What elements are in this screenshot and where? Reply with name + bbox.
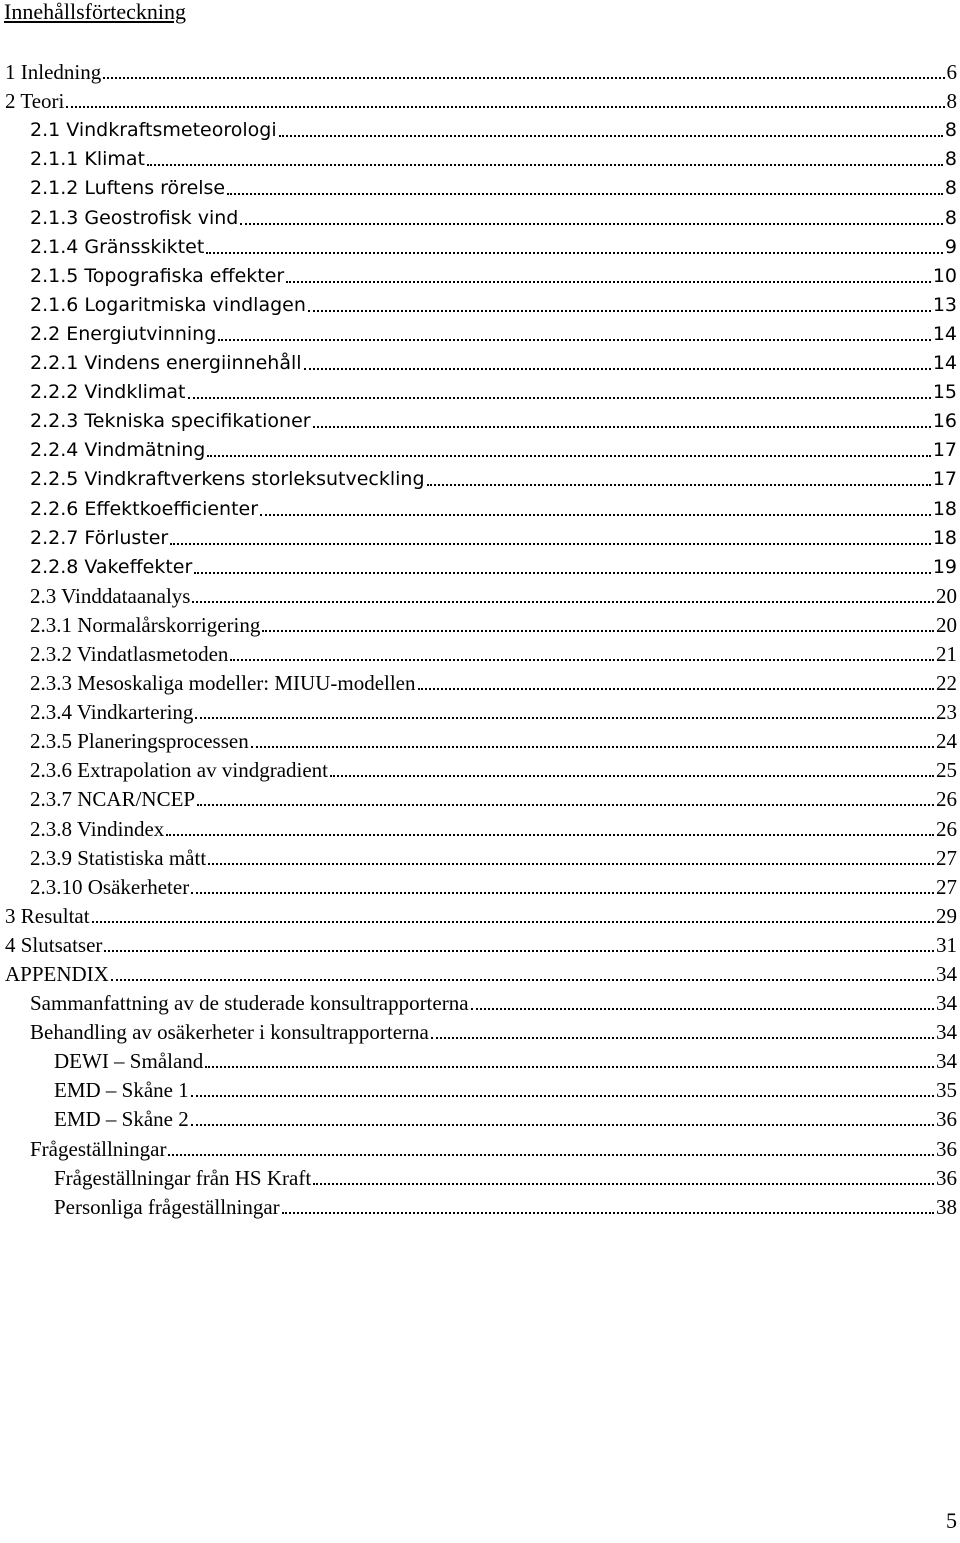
- toc-entry[interactable]: [0, 871, 960, 900]
- dot-leader: [427, 484, 931, 486]
- toc-entry[interactable]: [0, 609, 960, 638]
- dot-leader: [166, 834, 934, 836]
- toc-entry-page: 6: [946, 60, 957, 85]
- toc-entry-page: 8: [944, 206, 957, 229]
- toc-entry-page: 36: [936, 1165, 957, 1190]
- dot-leader: [192, 601, 934, 603]
- dot-leader: [194, 572, 931, 574]
- toc-entry[interactable]: [0, 1016, 960, 1045]
- toc-entry[interactable]: [0, 172, 960, 201]
- dot-leader: [260, 514, 931, 516]
- toc-entry-page: 34: [936, 1020, 957, 1045]
- dot-leader: [282, 1212, 934, 1214]
- page-number: 5: [946, 1508, 957, 1533]
- toc-entry-title: 2.1.4 Gränsskiktet: [30, 235, 205, 258]
- toc-entry-page: 35: [936, 1078, 957, 1103]
- toc-entry-title: 2.3.9 Statistiska mått: [30, 845, 207, 870]
- dot-leader: [308, 310, 931, 312]
- toc-entry-title: 2.2.6 Effektkoefficienter: [30, 497, 259, 520]
- toc-entry[interactable]: [0, 958, 960, 987]
- toc-entry-title: APPENDIX: [5, 962, 109, 986]
- toc-entry-title: 2.2.4 Vindmätning: [30, 439, 206, 462]
- toc-entry-title: EMD – Skåne 2: [54, 1107, 189, 1132]
- toc-entry[interactable]: [0, 143, 960, 172]
- toc-entry-title: 2.2.8 Vakeffekter: [30, 555, 193, 578]
- toc-entry-title: 2.1 Vindkraftsmeteorologi: [30, 119, 277, 142]
- toc-entry-page: 20: [936, 612, 957, 637]
- dot-leader: [188, 397, 931, 399]
- toc-entry-title: 2.2.7 Förluster: [30, 526, 169, 549]
- toc-entry[interactable]: [0, 492, 960, 521]
- toc-entry-page: 8: [944, 119, 957, 142]
- toc-entry-title: 4 Slutsatser: [5, 932, 103, 957]
- toc-entry-title: 2.2 Energiutvinning: [30, 322, 217, 345]
- toc-entry-page: 26: [936, 787, 957, 812]
- toc-entry[interactable]: [0, 987, 960, 1016]
- toc-entry[interactable]: [0, 667, 960, 696]
- toc-entry[interactable]: [0, 289, 960, 318]
- dot-leader: [191, 892, 934, 894]
- dot-leader: [205, 1066, 934, 1068]
- toc-entry-title: 2.2.3 Tekniska specifikationer: [30, 410, 311, 433]
- toc-entry-page: 34: [936, 991, 957, 1016]
- dot-leader: [92, 921, 934, 923]
- dot-leader: [230, 659, 934, 661]
- toc-entry-page: 13: [932, 293, 957, 316]
- toc-entry-title: Frågeställningar från HS Kraft: [54, 1165, 312, 1190]
- dot-leader: [66, 106, 944, 108]
- toc-entry-title: 2.3.6 Extrapolation av vindgradient: [30, 758, 329, 783]
- toc-entry-title: 1 Inledning: [5, 60, 102, 85]
- toc-entry-title: Behandling av osäkerheter i konsultrapporterna: [30, 1020, 429, 1045]
- toc-entry-page: 21: [936, 641, 957, 666]
- toc-entry-title: 2.3.1 Normalårskorrigering: [30, 612, 261, 637]
- dot-leader: [191, 1095, 934, 1097]
- toc-entry-page: 14: [932, 322, 957, 345]
- dot-leader: [103, 77, 944, 79]
- dot-leader: [330, 775, 934, 777]
- toc-entry-title: 2.1.1 Klimat: [30, 148, 146, 171]
- toc-entry[interactable]: [0, 812, 960, 841]
- toc-entry[interactable]: [0, 522, 960, 551]
- toc-entry-title: 2.1.6 Logaritmiska vindlagen: [30, 293, 306, 316]
- toc-entry[interactable]: [0, 783, 960, 812]
- dot-leader: [104, 950, 934, 952]
- toc-heading: Innehållsförteckning: [4, 0, 187, 24]
- toc-entry-title: 2.1.2 Luftens rörelse: [30, 177, 226, 200]
- toc-entry[interactable]: [0, 1103, 960, 1132]
- dot-leader: [227, 193, 943, 195]
- dot-leader: [431, 1037, 934, 1039]
- toc-entry-page: 18: [932, 497, 957, 520]
- toc-entry[interactable]: [0, 405, 960, 434]
- dot-leader: [206, 252, 943, 254]
- dot-leader: [191, 1124, 934, 1126]
- dot-leader: [262, 630, 934, 632]
- dot-leader: [251, 746, 934, 748]
- toc-entry[interactable]: [0, 1045, 960, 1074]
- toc-entry-title: 2.3.8 Vindindex: [30, 816, 165, 841]
- dot-leader: [304, 368, 931, 370]
- toc-entry-title: Personliga frågeställningar: [54, 1194, 280, 1219]
- dot-leader: [279, 135, 943, 137]
- dot-leader: [197, 804, 934, 806]
- toc-entry[interactable]: [0, 929, 960, 958]
- toc-entry[interactable]: [0, 318, 960, 347]
- toc-entry-title: 3 Resultat: [5, 903, 90, 928]
- dot-leader: [218, 339, 931, 341]
- toc-entry[interactable]: [0, 580, 960, 609]
- toc-entry-title: 2.3.7 NCAR/NCEP: [30, 787, 196, 812]
- toc-entry[interactable]: [0, 231, 960, 260]
- toc-entry-page: 10: [932, 264, 957, 287]
- toc-entry-page: 22: [936, 671, 957, 696]
- toc-entry-page: 34: [936, 962, 957, 986]
- toc-entry[interactable]: [0, 900, 960, 929]
- toc-entry-page: 38: [936, 1194, 957, 1219]
- toc-entry[interactable]: [0, 434, 960, 463]
- toc-entry[interactable]: [0, 1162, 960, 1191]
- toc-entry-title: 2.3.5 Planeringsprocessen: [30, 729, 249, 754]
- dot-leader: [208, 863, 934, 865]
- toc-entry-page: 8: [944, 148, 957, 171]
- toc-entry-title: 2.2.1 Vindens energiinnehåll: [30, 352, 302, 375]
- toc-entry-page: 24: [936, 729, 957, 754]
- toc-entry[interactable]: [0, 754, 960, 783]
- toc-entry-page: 17: [932, 468, 957, 491]
- toc-entry-page: 31: [936, 932, 957, 957]
- toc-entry[interactable]: [0, 347, 960, 376]
- toc-entry[interactable]: [0, 725, 960, 754]
- toc-entry-page: 8: [944, 177, 957, 200]
- dot-leader: [111, 979, 934, 981]
- toc-entry[interactable]: [0, 56, 960, 85]
- dot-leader: [286, 281, 931, 283]
- toc-entry[interactable]: [0, 842, 960, 871]
- toc-entry-title: EMD – Skåne 1: [54, 1078, 189, 1103]
- toc-entry[interactable]: [0, 1132, 960, 1161]
- toc-entry-page: 36: [936, 1107, 957, 1132]
- toc-entry[interactable]: [0, 376, 960, 405]
- dot-leader: [195, 717, 934, 719]
- toc-entry-title: 2.2.2 Vindklimat: [30, 381, 186, 404]
- dot-leader: [471, 1008, 934, 1010]
- dot-leader: [170, 543, 931, 545]
- toc-entry-title: Sammanfattning av de studerade konsultrapporterna: [30, 991, 469, 1016]
- dot-leader: [418, 688, 934, 690]
- toc-entry-page: 34: [936, 1049, 957, 1074]
- toc-entry-page: 25: [936, 758, 957, 783]
- toc-entry-page: 26: [936, 816, 957, 841]
- toc-entry[interactable]: [0, 85, 960, 114]
- dot-leader: [147, 164, 943, 166]
- toc-entry-title: 2.3.10 Osäkerheter: [30, 874, 190, 899]
- toc-entry[interactable]: [0, 463, 960, 492]
- toc-entry-page: 36: [936, 1136, 957, 1161]
- dot-leader: [313, 426, 931, 428]
- toc-entry-page: 29: [936, 903, 957, 928]
- toc-entry-title: 2.3.2 Vindatlasmetoden: [30, 641, 229, 666]
- toc-entry-page: 14: [932, 352, 957, 375]
- toc-entry-title: 2.1.3 Geostrofisk vind: [30, 206, 239, 229]
- toc-entry-page: 9: [944, 235, 957, 258]
- toc-entry[interactable]: [0, 696, 960, 725]
- toc-entry-title: 2.3.3 Mesoskaliga modeller: MIUU-modellen: [30, 671, 416, 696]
- toc-entry[interactable]: [0, 260, 960, 289]
- toc-entry[interactable]: [0, 201, 960, 230]
- toc-entry-title: 2.3.4 Vindkartering: [30, 700, 194, 725]
- toc-entry[interactable]: [0, 638, 960, 667]
- toc-entry-page: 23: [936, 700, 957, 725]
- dot-leader: [207, 455, 930, 457]
- toc-entry-page: 15: [932, 381, 957, 404]
- toc-entry-title: 2.3 Vinddataanalys: [30, 583, 191, 608]
- toc-entry-page: 19: [932, 555, 957, 578]
- toc-entry[interactable]: [0, 551, 960, 580]
- toc-list: [0, 56, 960, 1220]
- toc-entry-page: 20: [936, 583, 957, 608]
- toc-entry-page: 8: [946, 89, 957, 114]
- toc-entry[interactable]: [0, 1074, 960, 1103]
- dot-leader: [168, 1154, 934, 1156]
- toc-entry-title: 2.2.5 Vindkraftverkens storleksutveckling: [30, 468, 425, 491]
- toc-entry[interactable]: [0, 114, 960, 143]
- dot-leader: [240, 223, 943, 225]
- toc-entry-title: DEWI – Småland: [54, 1049, 204, 1074]
- toc-entry-page: 27: [936, 845, 957, 870]
- toc-entry-title: 2.1.5 Topografiska effekter: [30, 264, 285, 287]
- dot-leader: [313, 1183, 934, 1185]
- toc-entry-title: Frågeställningar: [30, 1136, 167, 1161]
- toc-entry-page: 18: [932, 526, 957, 549]
- toc-entry-page: 27: [936, 874, 957, 899]
- toc-entry-page: 16: [932, 410, 957, 433]
- toc-entry-page: 17: [932, 439, 957, 462]
- toc-entry-title: 2 Teori: [5, 89, 65, 114]
- toc-entry[interactable]: [0, 1191, 960, 1220]
